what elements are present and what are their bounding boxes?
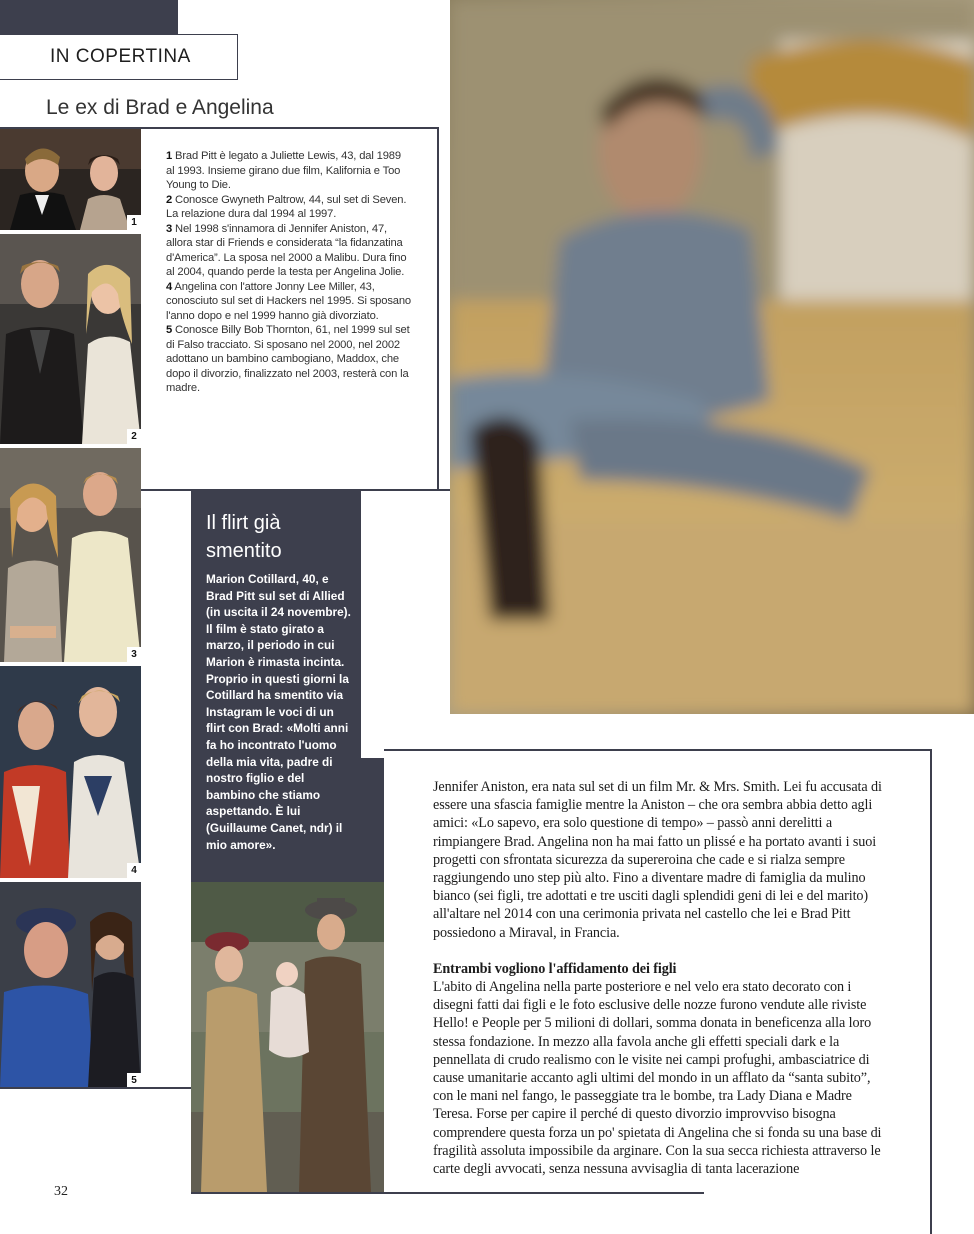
photo-number: 3 — [127, 647, 141, 662]
sidebar-photo — [191, 882, 384, 1192]
photo-2-image — [0, 234, 141, 444]
divider — [384, 749, 931, 751]
caption-item: 4 Angelina con l'attore Jonny Lee Miller, 43, conosciuto sul set di Hackers nel 1995. Si sposano l'anno dopo e nel 1999 hanno già divorziato. — [166, 280, 411, 322]
sidebar-box-extension — [361, 758, 384, 882]
sidebar-title: Il flirt già smentito — [206, 512, 282, 562]
sidebar-box — [191, 491, 361, 882]
photo-number: 1 — [127, 215, 141, 230]
photo-5-image — [0, 882, 141, 1088]
photo-number: 5 — [127, 1073, 141, 1088]
article-body — [433, 778, 893, 1178]
page-number: 32 — [54, 1184, 68, 1199]
hero-photo — [450, 0, 974, 714]
caption-item: 1 Brad Pitt è legato a Juliette Lewis, 43, dal 1989 al 1993. Insieme girano due film, Kalifornia e Too Young to Die. — [166, 150, 401, 191]
hero-photo-image — [450, 0, 974, 714]
sidebar-photo-image — [191, 882, 384, 1192]
photo-number: 2 — [127, 429, 141, 444]
article-paragraph: L'abito di Angelina nella parte posteriore e nel velo era stato decorato con i disegni fatti dai figli e le foto esclusive delle nozze furono vendute alle riviste Hello! e People per 5 milioni di dollari, somma donata in beneficenza alla loro stessa fondazione. In mezzo alla favola anche gli effetti speciali dark e la pennellata di crudo realismo con le visite nei campi profughi, ambasciatrice di cause umanitarie accanto agli ultimi del mondo in un afflato da “santa subito”, con le mani nel fango, le passeggiate tra le bombe, tra Lady Diana e Madre Teresa. Forse per capire il perché di questo divorzio improvviso bisogna comprendere questa forza un po' spietata di Angelina che si fonda su una base di fragilità assoluta impossibile da arginare. Con la sua secca richiesta attraverso le carte degli avvocati, senza nessuna avvisaglia di tanta lacerazione — [433, 979, 882, 1178]
section-label: IN COPERTINA — [50, 46, 191, 67]
caption-item: 2 Conosce Gwyneth Paltrow, 44, sul set di Seven. La relazione dura dal 1994 al 1997. — [166, 193, 407, 220]
section-label-box — [0, 34, 238, 80]
photo-4 — [0, 666, 141, 878]
top-color-bar — [0, 0, 178, 34]
caption-item: 5 Conosce Billy Bob Thornton, 61, nel 1999 sul set di Falso tracciato. Si sposano nel 2000, nel 2002 adottano un bambino cambogiano, Maddox, che dopo il divorzio, finalizzato nel 2003, resterà con la madre. — [166, 324, 410, 394]
divider — [930, 749, 932, 1234]
divider — [191, 1192, 704, 1194]
photo-captions — [166, 149, 411, 396]
page-headline: Le ex di Brad e Angelina — [46, 96, 274, 119]
sidebar-body: Marion Cotillard, 40, e Brad Pitt sul set di Allied (in uscita il 24 novembre). Il film è stato girato a marzo, il periodo in cui Marion è rimasta incinta. Proprio in questi giorni la Cotillard ha smentito via Instagram le voci di un flirt con Brad: «Molti anni fa ho incontrato l'uomo della mia vita, padre di nostro figlio e del bambino che stiamo aspettando. È lui (Guillaume Canet, ndr) il mio amore». — [206, 572, 351, 852]
article-subhead: Entrambi vogliono l'affidamento dei figli — [433, 960, 677, 977]
photo-1-image — [0, 129, 141, 230]
photo-3-image — [0, 448, 141, 662]
divider — [0, 1087, 191, 1089]
photo-1 — [0, 129, 141, 230]
caption-item: 3 Nel 1998 s'innamora di Jennifer Aniston, 47, allora star di Friends e considerata “la fidanzatina d'America”. La sposa nel 2000 a Malibu. Dura fino al 2004, quando perde la testa per Angelina Jolie. — [166, 222, 407, 278]
divider — [437, 127, 439, 489]
photo-2 — [0, 234, 141, 444]
photo-4-image — [0, 666, 141, 878]
photo-5 — [0, 882, 141, 1088]
photo-3 — [0, 448, 141, 662]
article-paragraph: Jennifer Aniston, era nata sul set di un film Mr. & Mrs. Smith. Lei fu accusata di essere una sfascia famiglie mentre la Aniston – che ora sembra abbia detto agli amici: «Lo sapevo, era solo questione di tempo» – passò anni derelitti a rimpiangere Brad. Angelina non ha mai fatto un plissé e ha portato avanti i suoi progetti con sfrontata sicurezza da supereroina che cade e si rialza sempre raggiungendo uno step più alto. Fino a diventare madre di famiglia da mulino bianco (sei figli, tre adottati e tre usciti dagli splendidi geni di lei e del marito) all'altare nel 2014 con una cerimonia privata nel castello che lei e Brad Pitt possiedono a Miraval, in Francia. — [433, 779, 882, 941]
photo-number: 4 — [127, 863, 141, 878]
